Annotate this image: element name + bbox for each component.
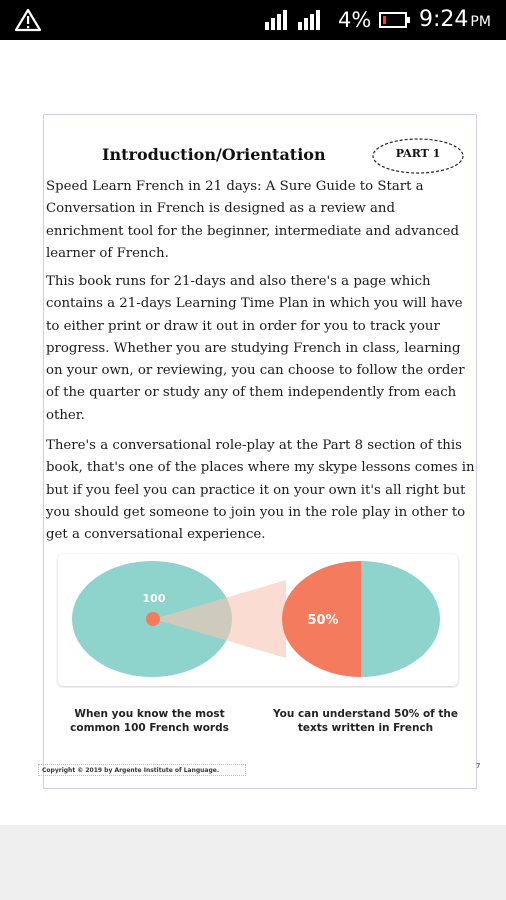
page-number: 7 <box>476 762 481 770</box>
paragraph-plan: This book runs for 21-days and also there's a page which contains a 21-days Learning Time Plan in which you will have to either print or draw it out in order for you to track your progress. Whether you are studying French in class, learning on your own, or reviewing, you can choose to follow the order of the quarter or study any of them independently from each other. <box>46 274 465 423</box>
right-caption: You can understand 50% of the texts written in French <box>272 708 459 734</box>
left-value-label: 100 <box>142 592 166 605</box>
part-badge: PART 1 <box>395 147 441 160</box>
paragraph-intro: Speed Learn French in 21 days: A Sure Guide to Start a Conversation in French is designed as a review and enrichment tool for the beginner, intermediate and advanced learner of French. <box>46 179 459 261</box>
clock <box>419 7 491 32</box>
signal-icon <box>265 10 291 30</box>
center-dot <box>146 612 160 626</box>
battery-percent: 4% <box>338 8 372 32</box>
battery-icon <box>379 12 411 28</box>
book-page[interactable] <box>0 40 506 825</box>
copyright-notice: Copyright © 2019 by Argente Institute of Language. <box>38 764 246 776</box>
alert-triangle-icon <box>14 8 42 32</box>
left-caption: When you know the most common 100 French words <box>70 708 229 734</box>
clock-ampm: PM <box>470 14 491 30</box>
signal-icon <box>298 10 324 30</box>
clock-time: 9:24 <box>419 7 469 32</box>
words-infographic <box>56 552 460 688</box>
bottom-panel <box>0 825 506 900</box>
right-value-label: 50% <box>307 613 339 628</box>
page-title: Introduction/Orientation <box>102 145 326 164</box>
paragraph-roleplay: There's a conversational role-play at the Part 8 section of this book, that's one of the places where my skype lessons comes in but if you feel you can practice it on your own it's all right but you should get someone to join you in the role play in other to get a conversational experience. <box>46 438 475 543</box>
status-bar <box>0 0 506 40</box>
